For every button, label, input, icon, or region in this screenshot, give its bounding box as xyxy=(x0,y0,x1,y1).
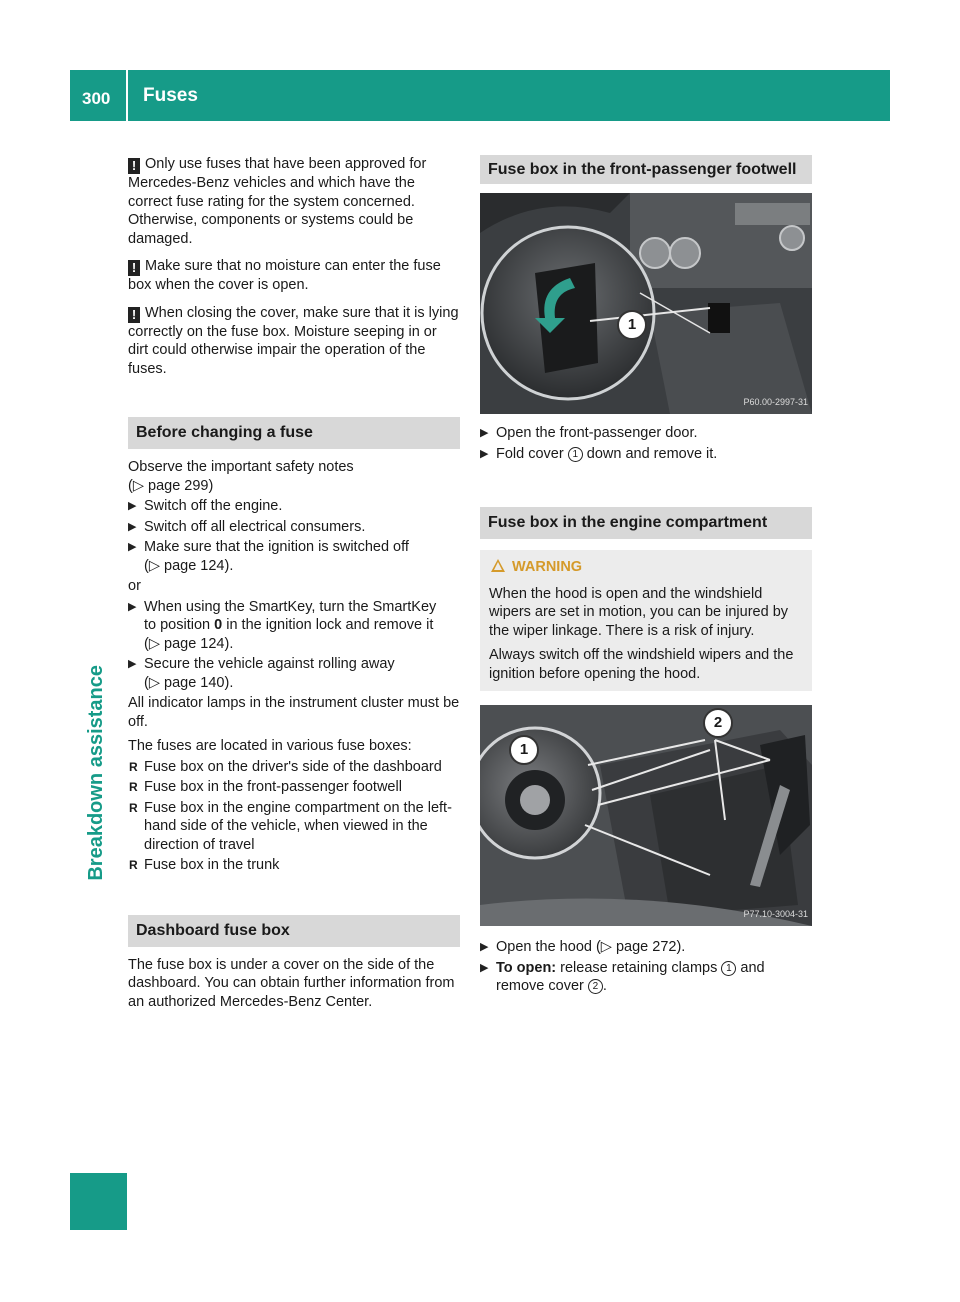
step-text: to position xyxy=(144,617,215,633)
step-text: Open the front-passenger door. xyxy=(496,425,698,441)
left-column xyxy=(128,155,460,1017)
footwell-illustration xyxy=(480,193,812,414)
note xyxy=(128,257,460,295)
chapter-title: Fuses xyxy=(143,85,198,106)
step-text: and xyxy=(736,959,765,976)
step-text: Make sure that the ignition is switched off xyxy=(144,539,409,555)
callout-ref: 2 xyxy=(588,979,603,994)
list-text: Fuse box in the engine compartment on the left-hand side of the vehicle, when viewed in the direction of travel xyxy=(144,799,452,853)
warning-label: WARNING xyxy=(512,559,583,575)
step-item xyxy=(480,424,812,443)
warning-text: Always switch off the windshield wipers and the ignition before opening the hood. xyxy=(489,647,794,682)
figure-label: P77.10-3004-31 xyxy=(743,908,808,919)
list-text: Fuse box in the trunk xyxy=(144,857,280,873)
page-reference[interactable]: (▷ page 140). xyxy=(144,674,234,691)
step-item xyxy=(480,445,812,464)
side-tab-block xyxy=(70,1173,127,1230)
callout-ref: 1 xyxy=(721,961,736,976)
or-text: or xyxy=(128,578,141,594)
located-text: The fuses are located in various fuse boxes: xyxy=(128,738,412,754)
right-column xyxy=(480,155,812,998)
section-heading: Fuse box in the front-passenger footwell xyxy=(480,155,812,184)
step-text: in the ignition lock and remove it xyxy=(222,617,434,633)
side-tab-label: Breakdown assistance xyxy=(85,665,107,881)
engine-figure xyxy=(480,705,812,926)
warning-text: When the hood is open and the windshield wipers are set in motion, you can be injured by the wiper linkage. There is a risk of injury. xyxy=(489,585,789,639)
footwell-figure xyxy=(480,193,812,414)
page-reference[interactable]: (▷ page 124). xyxy=(144,635,234,652)
note xyxy=(128,304,460,379)
warning-box xyxy=(480,550,812,691)
step-label: To open: xyxy=(496,959,557,976)
header-divider xyxy=(126,70,128,121)
note-text: Make sure that no moisture can enter the fuse box when the cover is open. xyxy=(128,258,441,293)
intro-text xyxy=(128,458,460,495)
step-text: Switch off all electrical consumers. xyxy=(144,518,366,535)
list-text: Fuse box in the front-passenger footwell xyxy=(144,779,402,795)
page-number: 300 xyxy=(82,89,111,108)
figure-label: P60.00-2997-31 xyxy=(743,396,808,407)
step-text: remove cover xyxy=(496,978,588,994)
step-text: down and remove it. xyxy=(582,445,718,462)
indicator-text: All indicator lamps in the instrument cluster must be off. xyxy=(128,695,460,730)
caution-icon: ! xyxy=(128,307,140,323)
step-item xyxy=(128,655,460,692)
warning-icon xyxy=(491,559,505,572)
step-item xyxy=(128,538,460,575)
callout-ref: 1 xyxy=(568,447,583,462)
key-position: 0 xyxy=(214,617,223,633)
warning-title xyxy=(489,558,802,577)
callout-1: 1 xyxy=(509,735,539,765)
dashboard-text: The fuse box is under a cover on the side of the dashboard. You can obtain further information from an authorized Mercedes-Benz Center. xyxy=(128,956,455,1010)
step-item xyxy=(480,938,812,957)
step-text: release retaining clamps xyxy=(556,959,722,976)
step-item xyxy=(128,598,460,654)
step-text: When using the SmartKey, turn the SmartKey xyxy=(144,598,437,615)
step-item xyxy=(480,959,812,996)
note-text: When closing the cover, make sure that it is lying correctly on the fuse box. Moisture seeping in or dirt could otherwise impair the operation of the fuses. xyxy=(128,304,459,377)
step-item xyxy=(128,518,460,537)
side-tab xyxy=(85,665,115,965)
list-text: Fuse box on the driver's side of the dashboard xyxy=(144,758,442,775)
note-text: Only use fuses that have been approved for Mercedes-Benz vehicles and which have the correct fuse rating for the system concerned. Otherwise, components or systems could be damaged. xyxy=(128,156,427,247)
step-text: Fold cover xyxy=(496,445,568,462)
caution-icon: ! xyxy=(128,158,140,174)
step-text: Open the hood (▷ page 272). xyxy=(496,939,686,955)
step-item xyxy=(128,497,460,516)
step-text: . xyxy=(602,978,607,994)
caution-icon: ! xyxy=(128,260,140,276)
intro-line: Observe the important safety notes xyxy=(128,459,354,475)
list-item xyxy=(128,856,460,875)
callout-2: 2 xyxy=(703,708,733,738)
callout-1: 1 xyxy=(617,310,647,340)
page-reference[interactable]: (▷ page 124). xyxy=(144,557,234,574)
step-text: Secure the vehicle against rolling away xyxy=(144,656,395,672)
list-item xyxy=(128,758,460,777)
step-text: Switch off the engine. xyxy=(144,498,283,514)
list-item xyxy=(128,778,460,797)
section-heading: Before changing a fuse xyxy=(128,417,460,449)
page-header xyxy=(70,70,890,121)
page-reference[interactable]: (▷ page 299) xyxy=(128,477,214,494)
note xyxy=(128,155,460,248)
section-heading: Dashboard fuse box xyxy=(128,915,460,947)
list-item xyxy=(128,799,460,855)
section-heading: Fuse box in the engine compartment xyxy=(480,507,812,539)
